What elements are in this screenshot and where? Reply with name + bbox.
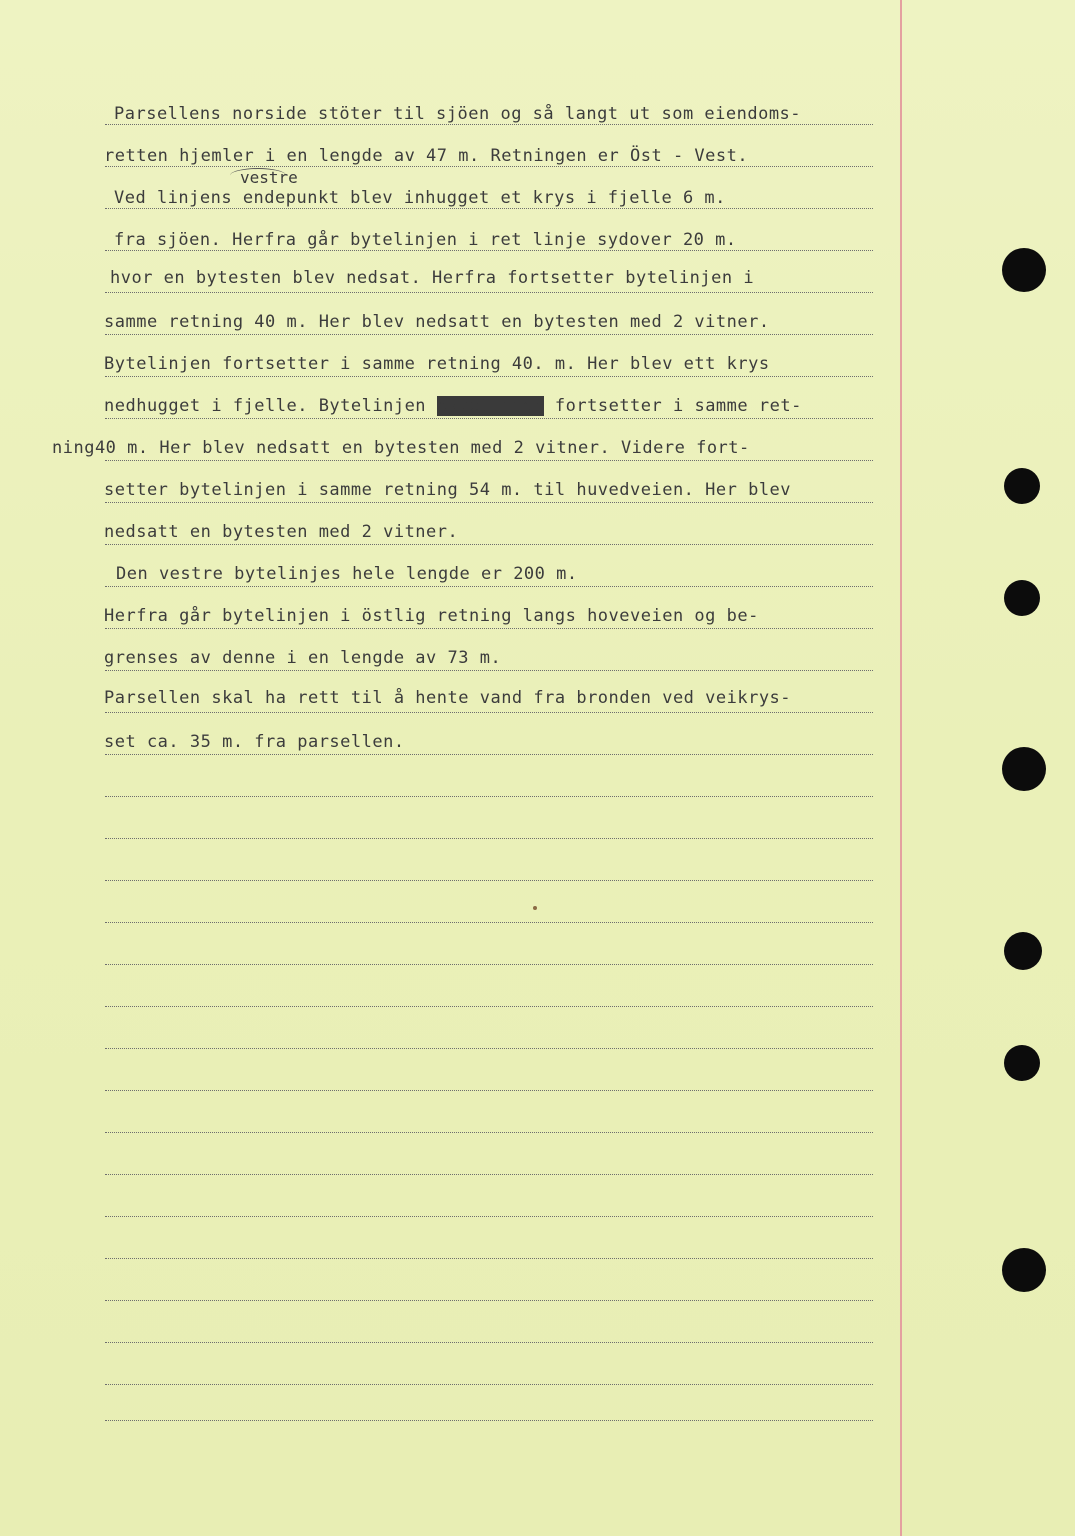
text-line-16: set ca. 35 m. fra parsellen. (104, 732, 405, 752)
ruled-line (105, 1216, 873, 1217)
text-line-9: ning40 m. Her blev nedsatt en bytesten med 2 vitner. Videre fort- (52, 438, 750, 458)
ruled-line (105, 1300, 873, 1301)
ruled-line (105, 1384, 873, 1385)
ruled-line (105, 628, 873, 629)
text-line-3: Ved linjens endepunkt blev inhugget et krys i fjelle 6 m. (114, 188, 726, 208)
binder-hole-5 (1004, 932, 1042, 970)
ruled-line (105, 586, 873, 587)
binder-hole-6 (1004, 1045, 1040, 1081)
ruled-line (105, 712, 873, 713)
ruled-line (105, 376, 873, 377)
text-line-8 (104, 396, 802, 416)
ruled-line (105, 1174, 873, 1175)
binder-hole-2 (1004, 468, 1040, 504)
paper-spot (533, 906, 537, 910)
text-line-1: Parsellens norside stöter til sjöen og så langt ut som eiendoms- (114, 104, 802, 124)
text-line-13: Herfra går bytelinjen i östlig retning langs hoveveien og be- (104, 606, 759, 626)
ruled-line (105, 166, 873, 167)
ruled-line (105, 124, 873, 125)
struck-word: bytelinjen (436, 396, 545, 416)
interlinear-insert: vestre (240, 168, 298, 187)
red-margin-line (900, 0, 902, 1536)
ruled-line (105, 1420, 873, 1421)
ruled-line (105, 1132, 873, 1133)
ruled-line (105, 1048, 873, 1049)
ruled-line (105, 502, 873, 503)
ruled-line (105, 796, 873, 797)
ruled-line (105, 208, 873, 209)
text-line-11: nedsatt en bytesten med 2 vitner. (104, 522, 459, 542)
ruled-line (105, 1342, 873, 1343)
text-line-6: samme retning 40 m. Her blev nedsatt en bytesten med 2 vitner. (104, 312, 770, 332)
ruled-line (105, 880, 873, 881)
binder-hole-1 (1002, 248, 1046, 292)
binder-hole-4 (1002, 747, 1046, 791)
insertion-mark (230, 168, 286, 183)
text-line-10: setter bytelinjen i samme retning 54 m. til huvedveien. Her blev (104, 480, 792, 500)
ruled-line (105, 460, 873, 461)
ruled-line (105, 922, 873, 923)
ruled-line (105, 838, 873, 839)
text-line-5: hvor en bytesten blev nedsat. Herfra fortsetter bytelinjen i (110, 268, 755, 288)
ruled-line (105, 1090, 873, 1091)
text-line-7: Bytelinjen fortsetter i samme retning 40. m. Her blev ett krys (104, 354, 770, 374)
text-line-4: fra sjöen. Herfra går bytelinjen i ret linje sydover 20 m. (114, 230, 737, 250)
text-line-2: retten hjemler i en lengde av 47 m. Retningen er Öst - Vest. (104, 146, 749, 166)
binder-hole-7 (1002, 1248, 1046, 1292)
text-line-12: Den vestre bytelinjes hele lengde er 200 m. (116, 564, 578, 584)
ruled-line (105, 334, 873, 335)
text-line-14: grenses av denne i en lengde av 73 m. (104, 648, 502, 668)
ruled-line (105, 1006, 873, 1007)
ruled-line (105, 670, 873, 671)
ruled-line (105, 964, 873, 965)
ruled-line (105, 250, 873, 251)
ruled-line (105, 418, 873, 419)
ruled-line (105, 292, 873, 293)
ruled-line (105, 1258, 873, 1259)
text-line-8-end: fortsetter i samme ret- (554, 396, 802, 416)
ruled-line (105, 544, 873, 545)
text-line-8-start: nedhugget i fjelle. Bytelinjen (104, 396, 427, 416)
binder-hole-3 (1004, 580, 1040, 616)
ruled-line (105, 754, 873, 755)
text-line-15: Parsellen skal ha rett til å hente vand fra bronden ved veikrys- (104, 688, 792, 708)
